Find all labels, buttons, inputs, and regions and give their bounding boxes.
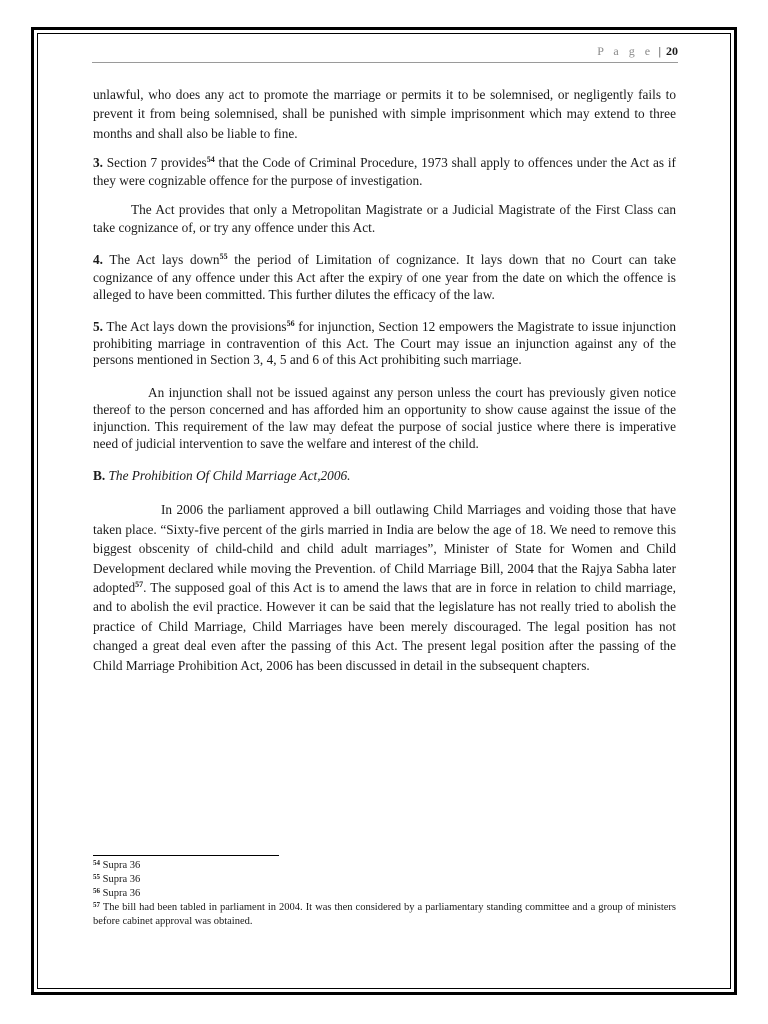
paragraph-injunction: An injunction shall not be issued against any person unless the court has previously given notice thereof to the person concerned and has afforded him an opportunity to show cause against the issue of the injunction. This requirement of the law may defeat the purpose of social justice where there is imperative need of judicial intervention to save the welfare and interest of the child. <box>93 385 676 451</box>
paragraph-1: unlawful, who does any act to promote the marriage or permits it to be solemnised, or negligently fails to prevent it from being solemnised, shall be punished with simple imprisonment which may extend to three months and shall also be liable to fine. <box>93 87 676 141</box>
footnote-57: $^{57}$ The bill had been tabled in parliament in 2004. It was then considered by a parliamentary standing committee and a group of ministers before cabinet approval was obtained. <box>93 901 676 927</box>
page-body <box>93 85 676 675</box>
footnote-56: $^{56}$ Supra 36 <box>93 887 141 899</box>
paragraph-4: 4. The Act lays down$^{55}$ the period of Limitation of cognizance. It lays down that no Court can take cognizance of any offence under this Act after the expiry of one year from the date on which the offence is alleged to have been committed. This further dilutes the efficacy of the law. <box>93 252 676 303</box>
footnote-55: $^{55}$ Supra 36 <box>93 873 141 885</box>
clause-number-5: 5. <box>93 318 103 334</box>
footnote-divider <box>93 855 279 856</box>
paragraph-cognizance: The Act provides that only a Metropolitan Magistrate or a Judicial Magistrate of the First Class can take cognizance of, or try any offence under this Act. <box>93 202 676 235</box>
clause-number-4: 4. <box>93 252 103 268</box>
paragraph-3: 3. Section 7 provides$^{54}$ that the Code of Criminal Procedure, 1973 shall apply to offences under the Act as if they were cognizable offence for the purpose of investigation. <box>93 155 676 188</box>
page-header <box>92 42 678 63</box>
footnotes <box>93 859 676 929</box>
page-number: 20 <box>666 44 678 58</box>
footnote-ref-55: 55 <box>219 252 228 262</box>
page-label: P a g e <box>597 44 654 58</box>
section-heading-b <box>93 466 676 485</box>
footnote-ref-54: 54 <box>206 155 215 165</box>
paragraph-2006-act: In 2006 the parliament approved a bill outlawing Child Marriages and voiding those that have taken place. “Sixty-five percent of the girls married in India are below the age of 18. We need to remove this biggest obscenity of child-child and child adult marriages”, Minister of State for Women and Child Development declared while moving the Prevention. of Child Marriage Bill, 2004 that the Rajya Sabha later adopted$^{57}$. The supposed goal of this Act is to amend the laws that are in force in relation to child marriage, and to abolish the evil practice. However it can be said that the legislature has not really tried to abolish the practice of Child Marriage, Child Marriages have been merely discouraged. The legal position has not changed a great deal even after the passing of this Act. The present legal position after the passing of the Child Marriage Prohibition Act, 2006 has been discussed in detail in the subsequent chapters. <box>93 502 676 673</box>
page-separator: | <box>658 44 661 58</box>
section-title: The Prohibition Of Child Marriage Act,2006. <box>105 468 351 484</box>
footnote-ref-56: 56 <box>286 318 295 328</box>
footnote-ref-57: 57 <box>135 579 144 589</box>
clause-number-3: 3. <box>93 155 103 171</box>
section-letter: B. <box>93 468 106 484</box>
paragraph-5: 5. The Act lays down the provisions$^{56}$ for injunction, Section 12 empowers the Magistrate to issue injunction prohibiting marriage in contravention of this Act. The Court may issue an injunction against any of the persons mentioned in Section 3, 4, 5 and 6 of this Act prohibiting such marriage. <box>93 318 676 368</box>
footnote-54: $^{54}$ Supra 36 <box>93 859 141 871</box>
